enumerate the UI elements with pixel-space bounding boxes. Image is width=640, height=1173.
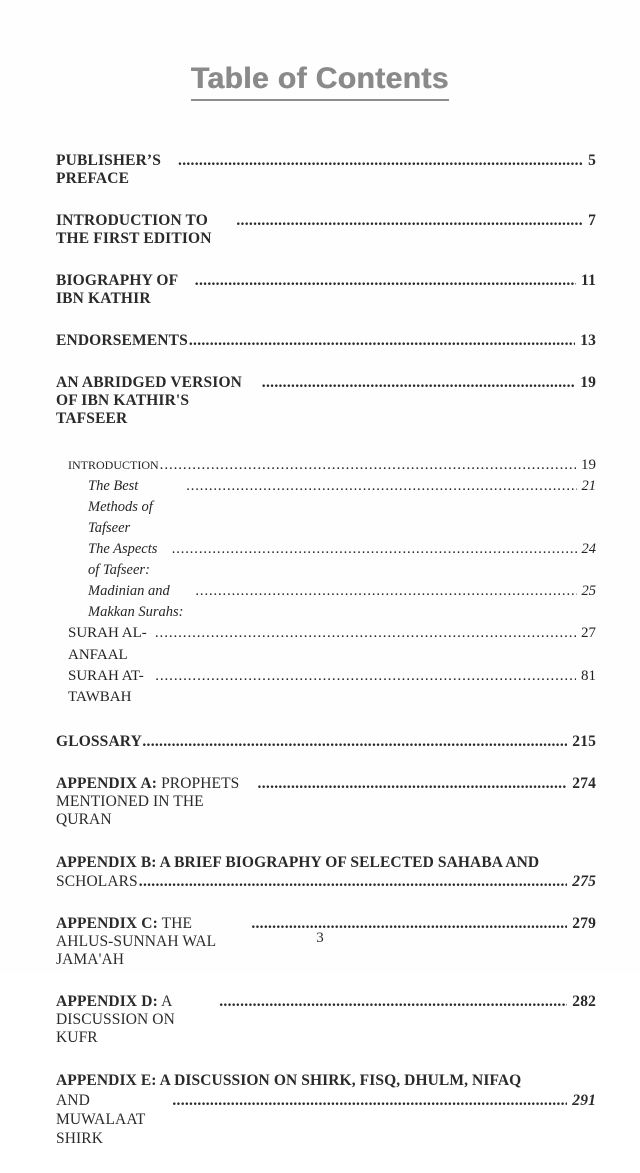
- toc-entry-row: [88, 476, 596, 539]
- dot-leader: [219, 993, 567, 1011]
- toc-entry-page-number: 5: [588, 152, 596, 169]
- toc-entry[interactable]: [56, 272, 596, 308]
- dot-leader: [155, 666, 576, 687]
- toc-entry-label: SURAH AT-TAWBAH: [68, 668, 144, 706]
- toc-entry-label: ENDORSEMENTS: [56, 332, 188, 349]
- toc-entry-prefix: APPENDIX A:: [56, 774, 158, 792]
- toc-entry-prefix: APPENDIX E:: [56, 1072, 157, 1090]
- toc-entry-title: A DISCUSSION ON SHIRK, FISQ, DHULM, NIFAQ: [156, 1072, 522, 1090]
- toc-entry-label: [56, 775, 257, 829]
- dot-leader: [195, 272, 576, 290]
- toc-entry-row: [56, 993, 596, 1047]
- toc-entry-label: AN ABRIDGED VERSION OF IBN KATHIR'S TAFSEER: [56, 374, 247, 427]
- toc-entry-row: [56, 775, 596, 829]
- toc-entry-prefix: APPENDIX B:: [56, 853, 157, 871]
- toc-entry-row: [68, 452, 596, 476]
- page-title: Table of Contents: [191, 62, 449, 101]
- toc-entry-label: PUBLISHER’S PREFACE: [56, 152, 166, 187]
- toc-entry-page-number: 13: [580, 332, 596, 349]
- toc-entry-label: AND MUWALAAT SHIRK: [56, 1091, 150, 1148]
- toc-entry-label: The Best Methods of Tafseer: [88, 478, 157, 537]
- toc-entry-title: THE AHLUS-SUNNAH WAL JAMA'AH: [56, 915, 220, 969]
- toc-entry-row: [88, 581, 596, 623]
- toc-entry[interactable]: [56, 733, 596, 751]
- toc-entry-label-line1: [56, 1071, 596, 1090]
- toc-entry-page-number: 11: [581, 272, 596, 289]
- toc-entry-label: INTRODUCTION TO THE FIRST EDITION: [56, 212, 216, 247]
- toc-entry[interactable]: [88, 539, 596, 581]
- toc-entry-row: [56, 332, 596, 350]
- toc-entry[interactable]: [68, 666, 596, 709]
- toc-entry[interactable]: [88, 476, 596, 539]
- toc-entry-row: [56, 212, 596, 248]
- toc-entry-row: [56, 152, 596, 188]
- toc-entry-label: introduction: [68, 454, 159, 473]
- toc-entry-page-number: 21: [581, 478, 596, 495]
- toc-entry-page-number: 291: [572, 1091, 596, 1109]
- toc-entry-label: GLOSSARY: [56, 732, 146, 750]
- toc-entry-label: SCHOLARS: [56, 872, 142, 890]
- dot-leader: [186, 476, 576, 497]
- toc-entry[interactable]: [56, 853, 596, 892]
- toc-entry-page-number: 81: [581, 668, 596, 684]
- toc-entry[interactable]: [56, 212, 596, 248]
- toc-entry-label: [56, 993, 218, 1047]
- toc-entry[interactable]: [56, 1071, 596, 1149]
- toc-entry-row: [56, 272, 596, 308]
- dot-leader: [160, 455, 576, 476]
- toc-entry-title: A BRIEF BIOGRAPHY OF SELECTED SAHABA AND: [156, 853, 540, 871]
- toc-entry[interactable]: [68, 623, 596, 666]
- toc-entry-prefix: APPENDIX D:: [56, 993, 158, 1011]
- toc-entry[interactable]: [56, 152, 596, 188]
- toc-entry-label-line1: [56, 853, 596, 872]
- toc-entry-page-number: 275: [572, 872, 596, 890]
- toc-entry-row: [68, 623, 596, 666]
- toc-entry-page-number: 215: [572, 732, 596, 750]
- dot-leader: [172, 1091, 567, 1110]
- toc-entry[interactable]: [56, 332, 596, 350]
- toc-entry-page-number: 25: [581, 583, 596, 600]
- toc-entry-row: [88, 539, 596, 581]
- dot-leader: [189, 332, 575, 350]
- toc-entry-page-number: 7: [588, 212, 596, 229]
- toc-entry[interactable]: [88, 581, 596, 623]
- dot-leader: [195, 581, 576, 602]
- toc-entry-label: BIOGRAPHY OF IBN KATHIR: [56, 272, 182, 307]
- toc-entry-row: [56, 374, 596, 428]
- toc-entry[interactable]: [56, 775, 596, 829]
- toc-entry-page-number: 282: [572, 993, 596, 1011]
- toc-entry-title: PROPHETS MENTIONED IN THE QURAN: [56, 774, 244, 828]
- page-number-folio: 3: [316, 930, 324, 946]
- dot-leader: [178, 152, 583, 170]
- table-of-contents-list: [56, 152, 596, 1173]
- toc-entry-page-number: 279: [572, 915, 596, 933]
- toc-entry-page-number: 274: [572, 774, 596, 792]
- toc-entry-page-number: 19: [580, 374, 596, 391]
- toc-entry-page-number: 27: [581, 625, 596, 642]
- dot-leader: [142, 733, 567, 751]
- toc-entry-page-number: 24: [581, 541, 596, 558]
- dot-leader: [155, 623, 576, 644]
- toc-entry[interactable]: [68, 452, 596, 476]
- toc-entry[interactable]: [56, 993, 596, 1047]
- dot-leader: [139, 872, 568, 891]
- toc-entry-row: [56, 1091, 596, 1149]
- toc-entry-label: The Aspects of Tafseer:: [88, 541, 162, 579]
- toc-entry-row: [56, 733, 596, 751]
- toc-entry-page-number: 19: [581, 457, 596, 473]
- dot-leader: [258, 775, 568, 793]
- dot-leader: [236, 212, 583, 230]
- toc-entry-title: A DISCUSSION ON KUFR: [56, 993, 179, 1047]
- page-title-container: [0, 62, 640, 101]
- toc-entry-label: SURAH AL-ANFAAL: [68, 625, 147, 663]
- toc-entry-label: Madinian and Makkan Surahs:: [88, 583, 188, 621]
- toc-entry[interactable]: [56, 374, 596, 428]
- dot-leader: [172, 539, 577, 560]
- toc-entry-row: [56, 872, 596, 891]
- toc-entry-row: [68, 666, 596, 709]
- toc-entry-prefix: APPENDIX C:: [56, 915, 158, 933]
- dot-leader: [262, 374, 575, 392]
